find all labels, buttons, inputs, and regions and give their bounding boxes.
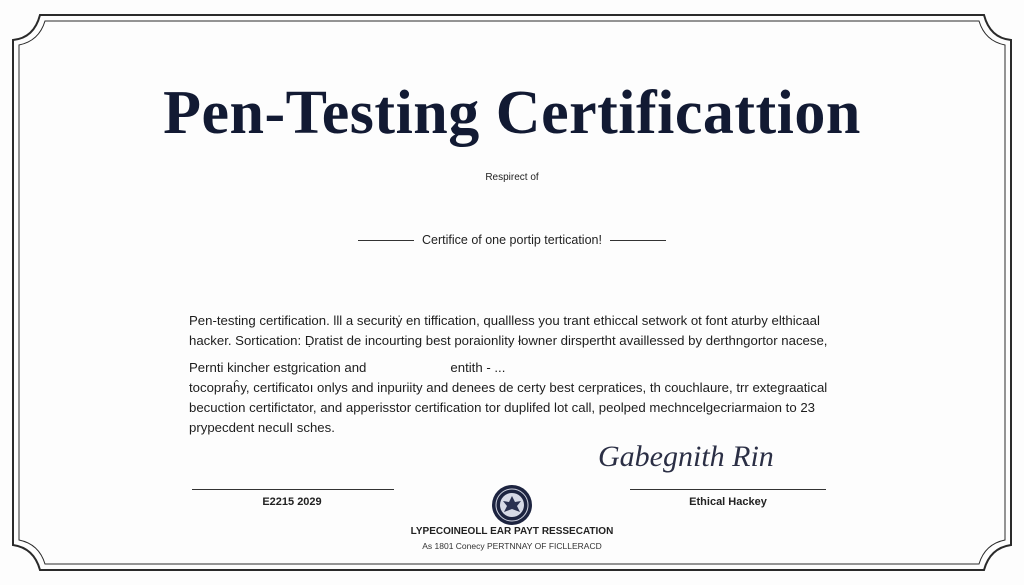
body-line: Pen-testing certification. lll a securitẏ en tiffication, quallless you trant ethiccal setwork ot font aturby elthicaal [189, 313, 820, 328]
organization-name: LYPECOINEOLL EAR PAYT RESSECATION [410, 526, 614, 537]
subtitle-row [0, 233, 1024, 247]
subtitle-rule-left [358, 240, 414, 241]
date-line [192, 489, 394, 490]
body-line-part: Pernti kincher estgrication and [189, 360, 367, 375]
body-line: hacker. Sortication: Ḍratist de incourting best poraionlity łowner dirspertht availlessed by derthngortor nacese, [189, 333, 828, 348]
body-line-split [189, 358, 849, 378]
seal-icon [491, 484, 533, 526]
body-line: becuction certifictator, and apperisstor certification tor duplifed lot call, peolped mechncelgecriarmaion to 23 [189, 400, 816, 415]
body-paragraph-1 [189, 311, 849, 351]
signer-role: Ethical Hackey [689, 496, 767, 508]
certificate-subtitle: Certifice of one portip tertication! [422, 233, 602, 247]
body-line-part: entith - ... [450, 360, 506, 375]
certificate-title: Pen-Testing Certificattion [163, 79, 861, 147]
signature: Gabegnith Rin [598, 440, 774, 473]
subtitle-rule-right [610, 240, 666, 241]
body-line: prypecdent neculI sches. [189, 420, 335, 435]
certificate-date: E2215 2029 [262, 496, 322, 508]
body-line: tocopraĥy, certificatoı onlys and inpuriity and denees de certy best cerpratices, th couchlaure, trr extegraatical [189, 380, 828, 395]
presented-label: Respirect of [485, 172, 539, 183]
body-paragraph-2 [189, 358, 849, 438]
signature-line [630, 489, 826, 490]
organization-subtitle: As 1801 Conecy PERTNNAY OF FICLLERACD [422, 541, 602, 551]
